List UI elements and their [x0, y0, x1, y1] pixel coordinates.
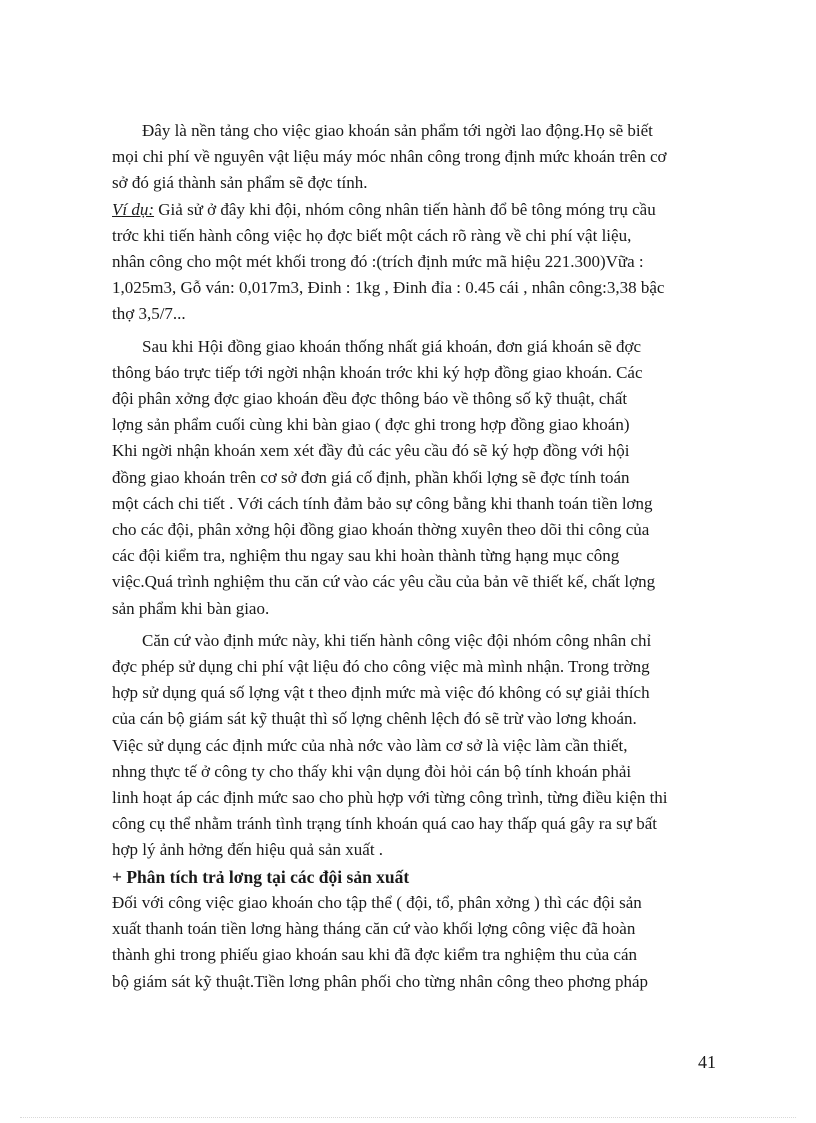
paragraph-2 — [112, 334, 736, 622]
footer-divider — [20, 1117, 796, 1118]
text-line: đồng giao khoán trên cơ sở đơn giá cố định, phần khối lợng sẽ đợc tính toán — [112, 467, 630, 487]
document-body — [112, 118, 736, 995]
paragraph-4 — [112, 890, 736, 995]
text-line: sở đó giá thành sản phẩm sẽ đợc tính. — [112, 173, 368, 193]
text-line: xuất thanh toán tiền lơng hàng tháng căn cứ vào khối lợng công việc đã hoàn — [112, 919, 636, 939]
paragraph-1 — [112, 118, 736, 197]
section-heading: + Phân tích trả lơng tại các đội sản xuất — [112, 866, 410, 887]
text-segment: Giả sử ở đây khi đội, nhóm công nhân tiến hành đổ bê tông móng trụ cầu — [154, 199, 656, 219]
text-line: nhân công cho một mét khối trong đó :(trích định mức mã hiệu 221.300)Vữa : — [112, 252, 644, 272]
text-line: Căn cứ vào định mức này, khi tiến hành công việc đội nhóm công nhân chỉ — [142, 630, 652, 650]
text-line: bộ giám sát kỹ thuật.Tiền lơng phân phối cho từng nhân công theo phơng pháp — [112, 971, 649, 991]
text-line: sản phẩm khi bàn giao. — [112, 598, 270, 618]
text-line: Sau khi Hội đồng giao khoán thống nhất giá khoán, đơn giá khoán sẽ đợc — [142, 336, 642, 356]
text-line: các đội kiểm tra, nghiệm thu ngay sau khi hoàn thành từng hạng mục công — [112, 546, 620, 566]
text-line: Việc sử dụng các định mức của nhà nớc vào làm cơ sở là việc làm cần thiết, — [112, 735, 628, 755]
text-line: hợp lý ảnh hởng đến hiệu quả sản xuất . — [112, 840, 384, 860]
text-line: của cán bộ giám sát kỹ thuật thì số lợng chênh lệch đó sẽ trừ vào lơng khoán. — [112, 709, 637, 729]
text-line: thông báo trực tiếp tới ngời nhận khoán trớc khi ký hợp đồng giao khoán. Các — [112, 362, 643, 382]
text-line: trớc khi tiến hành công việc họ đợc biết một cách rõ ràng về chi phí vật liệu, — [112, 225, 632, 245]
text-line: đội phân xởng đợc giao khoán đều đợc thông báo về thông số kỹ thuật, chất — [112, 389, 628, 409]
text-line: lợng sản phẩm cuối cùng khi bàn giao ( đợc ghi trong hợp đồng giao khoán) — [112, 415, 630, 435]
text-line: công cụ thể nhằm tránh tình trạng tính khoán quá cao hay thấp quá gây ra sự bất — [112, 814, 658, 834]
text-line: cho các đội, phân xởng hội đồng giao khoán thờng xuyên theo dõi thi công của — [112, 520, 650, 540]
text-line: linh hoạt áp các định mức sao cho phù hợp với từng công trình, từng điều kiện thi — [112, 788, 668, 808]
text-line: đợc phép sử dụng chi phí vật liệu đó cho công việc mà mình nhận. Trong trờng — [112, 657, 650, 677]
text-line: Đối với công việc giao khoán cho tập thể ( đội, tổ, phân xởng ) thì các đội sản — [112, 892, 642, 912]
paragraph-3 — [112, 628, 736, 864]
text-line: thành ghi trong phiếu giao khoán sau khi đã đợc kiểm tra nghiệm thu của cán — [112, 945, 637, 965]
text-line: mọi chi phí về nguyên vật liệu máy móc nhân công trong định mức khoán trên cơ — [112, 147, 667, 167]
page-number: 41 — [698, 1052, 716, 1072]
text-line: 1,025m3, Gỗ ván: 0,017m3, Đinh : 1kg , Đinh đỉa : 0.45 cái , nhân công:3,38 bậc — [112, 278, 665, 298]
example-first-line — [112, 197, 736, 223]
text-line: hợp sử dụng quá số lợng vật t theo định mức mà việc đó không có sự giải thích — [112, 683, 650, 703]
example-label: Ví dụ: — [112, 199, 155, 219]
text-line: nhng thực tế ở công ty cho thấy khi vận dụng đòi hỏi cán bộ tính khoán phải — [112, 761, 632, 781]
text-line: Đây là nền tảng cho việc giao khoán sản phẩm tới ngời lao động.Họ sẽ biết — [142, 121, 653, 140]
text-line: việc.Quá trình nghiệm thu căn cứ vào các yêu cầu của bản vẽ thiết kế, chất lợng — [112, 572, 656, 592]
text-line: một cách chi tiết . Với cách tính đảm bảo sự công bằng khi thanh toán tiền lơng — [112, 493, 653, 513]
text-line: thợ 3,5/7... — [112, 304, 186, 324]
text-line: Khi ngời nhận khoán xem xét đầy đủ các yêu cầu đó sẽ ký hợp đồng với hội — [112, 441, 630, 461]
example-paragraph — [112, 197, 736, 328]
